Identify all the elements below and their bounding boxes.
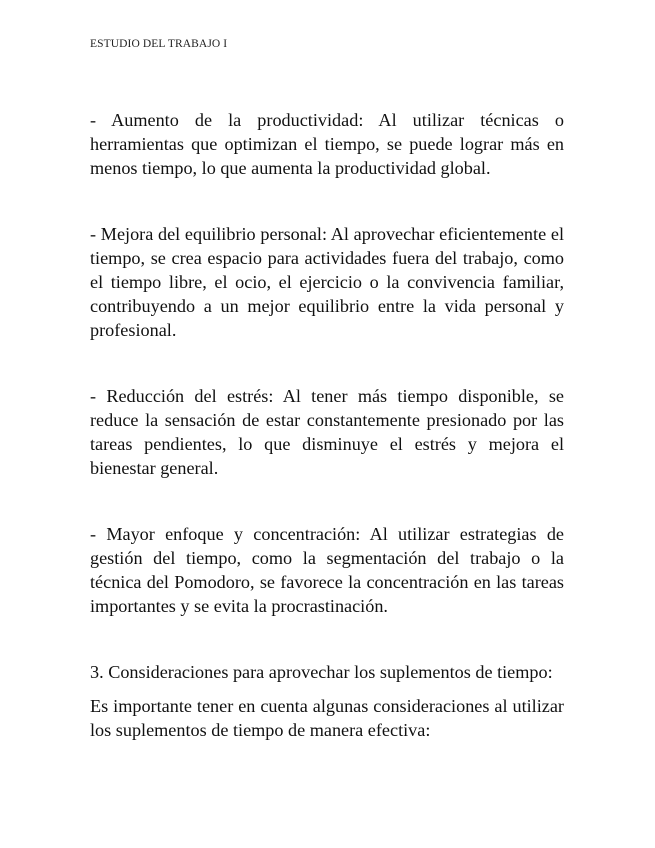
paragraph-productivity: - Aumento de la productividad: Al utilizar técnicas o herramientas que optimizan el tiempo, se puede lograr más en menos tiempo, lo que aumenta la productividad global. <box>90 110 564 178</box>
paragraph-personal-balance: - Mejora del equilibrio personal: Al aprovechar eficientemente el tiempo, se crea espacio para actividades fuera del trabajo, como el tiempo libre, el ocio, el ejercicio o la convivencia familiar, contribuyendo a un mejor equilibrio entre la vida personal y profesional. <box>90 224 564 340</box>
running-header: ESTUDIO DEL TRABAJO I <box>90 38 228 50</box>
section-heading-considerations: 3. Consideraciones para aprovechar los suplementos de tiempo: <box>90 662 553 682</box>
document-body <box>90 108 564 742</box>
paragraph-focus: - Mayor enfoque y concentración: Al utilizar estrategias de gestión del tiempo, como la segmentación del trabajo o la técnica del Pomodoro, se favorece la concentración en las tareas importantes y se evita la procrastinación. <box>90 524 564 616</box>
paragraph-stress-reduction: - Reducción del estrés: Al tener más tiempo disponible, se reduce la sensación de estar constantemente presionado por las tareas pendientes, lo que disminuye el estrés y mejora el bienestar general. <box>90 386 564 478</box>
paragraph-considerations-intro: Es importante tener en cuenta algunas consideraciones al utilizar los suplementos de tiempo de manera efectiva: <box>90 696 564 740</box>
